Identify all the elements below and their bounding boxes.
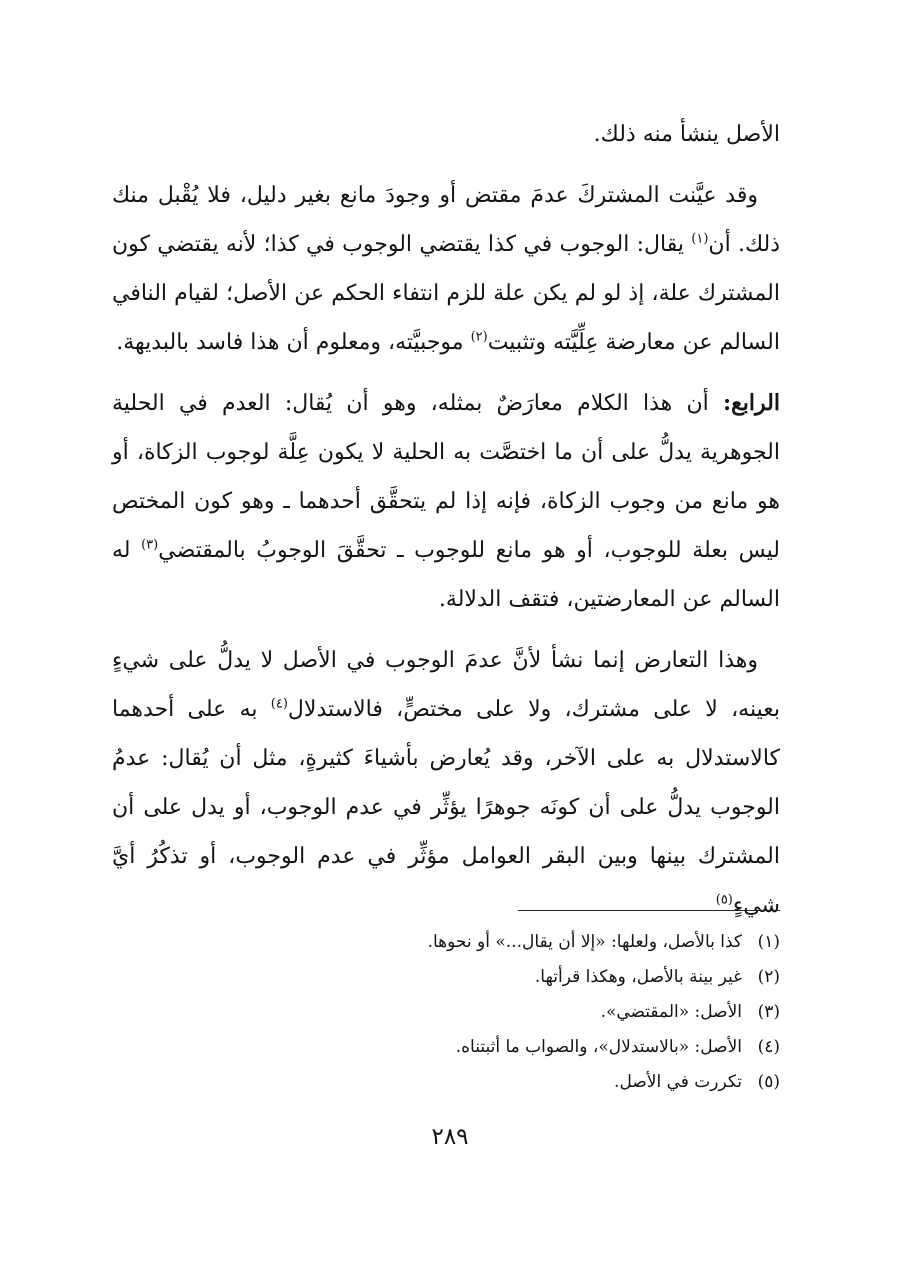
paragraph-1 <box>112 110 780 159</box>
footnote-item <box>112 1065 780 1100</box>
footnote-text: الأصل: «بالاستدلال»، والصواب ما أثبتناه. <box>455 1037 742 1057</box>
paragraph-2-text-b: يقال: الوجوب في كذا يقتضي الوجوب في كذا؛ لأنه يقتضي كون المشترك علة، إذ لو لم يكن علة للزم انتفاء الحكم عن الأصل؛ لقيام النافي السالم عن معارضة عِلِّيَّته وتثبيت <box>112 232 780 355</box>
paragraph-3 <box>112 379 780 624</box>
paragraph-2-text-c: موجبيَّته، ومعلوم أن هذا فاسد بالبديهة. <box>116 330 471 355</box>
paragraph-2 <box>112 171 780 367</box>
paragraph-3-lead: الرابع: <box>722 390 780 416</box>
paragraph-3-text-b: له السالم عن المعارضتين، فتقف الدلالة. <box>112 538 780 612</box>
footnote-text: تكررت في الأصل. <box>614 1072 742 1092</box>
main-text <box>112 110 780 930</box>
footnote-item <box>112 995 780 1030</box>
paragraph-1-text: الأصل ينشأ منه ذلك. <box>593 122 780 147</box>
footnote-item <box>112 925 780 960</box>
paragraph-2-text-a: وقد عيَّنت المشتركَ عدمَ مقتض أو وجودَ مانع بغير دليل، فلا يُقْبل منك ذلك. أن <box>112 183 780 257</box>
footnote-number: (٢) <box>757 967 780 987</box>
footnote-text: كذا بالأصل، ولعلها: «إلا أن يقال...» أو نحوها. <box>427 932 742 952</box>
footnote-ref-3: (٣) <box>141 537 159 553</box>
footnote-text: غير بينة بالأصل، وهكذا قرأتها. <box>534 967 742 987</box>
footnote-item <box>112 1030 780 1065</box>
footnote-item <box>112 960 780 995</box>
paragraph-4 <box>112 636 780 930</box>
footnote-number: (٣) <box>757 1002 780 1022</box>
footnote-ref-2: (٢) <box>470 329 488 345</box>
footnote-ref-1: (١) <box>691 231 709 247</box>
paragraph-4-text-a: وهذا التعارض إنما نشأ لأنَّ عدمَ الوجوب في الأصل لا يدلُّ على شيءٍ بعينه، لا على مشترك، ولا على مختصٍّ، فالاستدلال <box>112 648 780 722</box>
footnote-text: الأصل: «المقتضي». <box>600 1002 742 1022</box>
footnote-number: (٥) <box>757 1072 780 1092</box>
paragraph-3-text-a: أن هذا الكلام معارَضٌ بمثله، وهو أن يُقال: العدم في الحلية الجوهرية يدلُّ على أن ما اختصَّت به الحلية لا يكون عِلَّة لوجوب الزكاة، أو هو مانع من وجوب الزكاة، فإنه إذا لم يتحقَّق أحدهما ـ وهو كون المختص ليس بعلة للوجوب، أو هو مانع للوجوب ـ تحقَّقَ الوجوبُ بالمقتضي <box>112 391 780 563</box>
footnote-number: (٤) <box>757 1037 780 1057</box>
footnote-ref-4: (٤) <box>270 696 288 712</box>
footnote-ref-5: (٥) <box>715 892 733 908</box>
footnote-number: (١) <box>757 932 780 952</box>
footnotes-list <box>112 925 780 1100</box>
footnote-divider <box>518 910 780 911</box>
page-number: ٢٨٩ <box>431 1124 469 1150</box>
paragraph-4-text-b: به على أحدهما كالاستدلال به على الآخر، وقد يُعارض بأشياءَ كثيرةٍ، مثل أن يُقال: عدمُ الوجوب يدلُّ على أن كونَه جوهرًا يؤثِّر في عدم الوجوب، أو يدل على أن المشترك بينها وبين البقر العوامل مؤثِّر في عدم الوجوب، أو تذكُرُ أيَّ شيءٍ <box>112 697 780 918</box>
